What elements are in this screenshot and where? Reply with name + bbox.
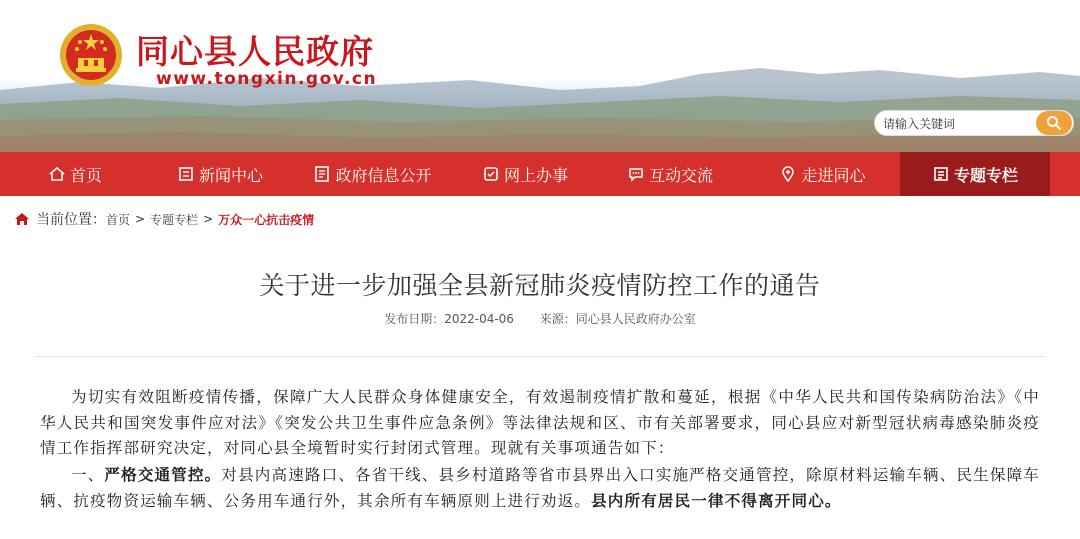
nav-item-about-tongxin[interactable] [745, 152, 900, 196]
article-title: 关于进一步加强全县新冠肺炎疫情防控工作的通告 [259, 271, 821, 300]
search-box [874, 110, 1074, 136]
nav-label: 新闻中心 [198, 165, 263, 185]
nav-item-news[interactable] [150, 152, 290, 196]
search-button[interactable] [1036, 111, 1072, 135]
search-input[interactable] [883, 114, 1038, 134]
chat-icon [627, 165, 645, 183]
breadcrumb-current[interactable]: 万众一心抗击疫情 [218, 212, 315, 227]
nav-label: 网上办事 [503, 165, 568, 185]
section-heading: 严格交通管控。 [104, 464, 222, 484]
article-meta [0, 310, 1080, 327]
nav-label: 政府信息公开 [335, 165, 432, 185]
main-nav [0, 152, 1080, 196]
service-icon [482, 165, 500, 183]
paragraph: 为切实有效阻断疫情传播，保障广大人民群众身体健康安全，有效遏制疫情扩散和蔓延，根据《中华人民共和国传染病防治法》《中华人民共和国突发事件应对法》《突发公共卫生事件应急条例》等法律法规和区、市有关部署要求，同心县应对新型冠状病毒感染肺炎疫情工作指挥部研究决定，对同心县全境暂时实行封闭式管理。现就有关事项通告如下： [40, 388, 1040, 457]
nav-item-online-service[interactable] [455, 152, 595, 196]
article-body [40, 385, 1040, 515]
breadcrumb [14, 209, 314, 229]
section-number: 一、 [71, 465, 105, 484]
nav-label: 首页 [69, 165, 102, 185]
article-source: 来源：同心县人民政府办公室 [539, 312, 696, 326]
national-emblem-icon [58, 22, 124, 88]
home-icon [48, 165, 66, 183]
nav-label: 互动交流 [648, 165, 713, 185]
nav-label: 专题专栏 [953, 165, 1018, 185]
nav-item-interaction[interactable] [595, 152, 745, 196]
publish-date: 发布日期：2022-04-06 [384, 312, 514, 326]
home-icon [14, 212, 30, 226]
breadcrumb-separator: > [203, 212, 214, 226]
section-text: 对县内高速路口、各省干线、县乡村道路等省市县界出入口实施严格交通管控，除原材料运输车辆、民生保障车辆、抗疫物资运输车辆、公务用车通行外，其余所有车辆原则上进行劝返。 [40, 465, 1040, 510]
nav-item-gov-info[interactable] [290, 152, 455, 196]
breadcrumb-link-topics[interactable]: 专题专栏 [150, 212, 199, 227]
nav-label: 走进同心 [801, 165, 866, 185]
topic-icon [932, 165, 950, 183]
paragraph [40, 462, 1040, 515]
site-url: www.tongxin.gov.cn [156, 69, 378, 89]
site-title: 同心县人民政府 [136, 32, 374, 71]
breadcrumb-separator: > [135, 212, 146, 226]
nav-item-home[interactable] [0, 152, 150, 196]
breadcrumb-link-home[interactable]: 首页 [106, 212, 131, 227]
section-emphasis: 县内所有居民一律不得离开同心。 [591, 491, 842, 510]
breadcrumb-lead: 当前位置： [36, 212, 106, 228]
header-banner [0, 0, 1080, 152]
nav-item-special-topics[interactable] [900, 152, 1050, 196]
location-icon [779, 165, 797, 183]
document-icon [313, 165, 331, 183]
news-icon [177, 165, 195, 183]
search-icon [1046, 115, 1062, 131]
divider [36, 356, 1044, 357]
